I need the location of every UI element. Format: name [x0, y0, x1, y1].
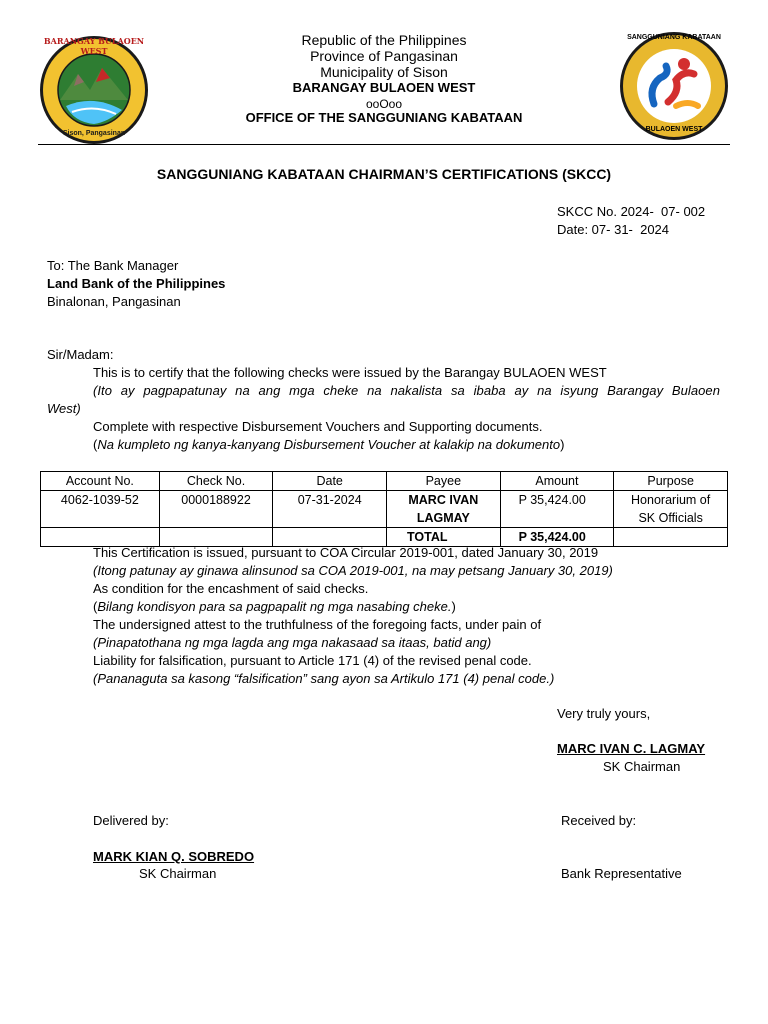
- document-date: Date: 07- 31- 2024: [557, 222, 670, 237]
- signatory-name: MARC IVAN C. LAGMAY: [557, 741, 706, 756]
- cert-line-2: As condition for the encashment of said checks.: [93, 581, 369, 596]
- header-divider-text: ooOoo: [365, 97, 403, 111]
- seal-bottom-text: Sison, Pangasinan: [62, 130, 126, 137]
- sk-seal-bottom-text: BULAOEN WEST: [645, 126, 703, 133]
- cert-line-4: Liability for falsification, pursuant to Article 171 (4) of the revised penal code.: [93, 653, 532, 668]
- cell-payee: [387, 491, 501, 528]
- cert-line-1: This Certification is issued, pursuant to COA Circular 2019-001, dated January 30, 2019: [93, 545, 599, 560]
- intro-paragraph: This is to certify that the following checks were issued by the Barangay BULAOEN WEST: [93, 365, 607, 380]
- delivered-by-label: Delivered by:: [93, 813, 169, 828]
- col-date: Date: [273, 472, 387, 491]
- col-payee: Payee: [387, 472, 501, 491]
- checks-table: [40, 471, 728, 547]
- col-amount: Amount: [500, 472, 614, 491]
- total-label: TOTAL: [387, 528, 501, 547]
- cell-date: 07-31-2024: [273, 491, 387, 528]
- cert-line-2-tagalog-text: Bilang kondisyon para sa pagpapalit ng mga nasabing cheke.: [97, 599, 452, 614]
- deliverer-title: SK Chairman: [139, 866, 217, 881]
- payee-first: MARC IVAN: [408, 493, 479, 507]
- paren-open: (: [93, 599, 98, 614]
- table-header-row: [41, 472, 728, 491]
- col-check-no: Check No.: [159, 472, 273, 491]
- addressee-location: Binalonan, Pangasinan: [47, 294, 181, 309]
- cert-line-4-tagalog: (Pananaguta sa kasong “falsification” sang ayon sa Artikulo 171 (4) penal code.): [93, 671, 555, 686]
- payee-last: LAGMAY: [416, 511, 470, 525]
- header-barangay: BARANGAY BULAOEN WEST: [292, 80, 476, 95]
- table-row: [41, 491, 728, 528]
- received-by-label: Received by:: [561, 813, 637, 828]
- header-republic: Republic of the Philippines: [301, 32, 467, 48]
- header-province: Province of Pangasinan: [310, 48, 458, 64]
- purpose-line-2: SK Officials: [638, 511, 703, 525]
- receiver-title: Bank Representative: [561, 866, 682, 881]
- signatory-title: SK Chairman: [603, 759, 681, 774]
- valediction: Very truly yours,: [557, 706, 651, 721]
- cert-line-2-tagalog: [93, 598, 456, 616]
- skcc-number: SKCC No. 2024- 07- 002: [557, 204, 706, 219]
- documents-tagalog-text: Na kumpleto ng kanya-kanyang Disbursement Voucher at kalakip na dokumento: [97, 437, 561, 452]
- salutation: Sir/Madam:: [47, 347, 114, 362]
- intro-paragraph-tagalog: (Ito ay pagpapatunay na ang mga cheke na nakalista sa ibaba ay na isyung Barangay Bulaoen: [93, 383, 720, 398]
- header-rule: [38, 144, 730, 145]
- paren-open: (: [93, 437, 98, 452]
- cert-line-3-tagalog: (Pinapatothana ng mga lagda ang mga nakasaad sa itaas, batid ang): [93, 635, 492, 650]
- col-account-no: Account No.: [41, 472, 160, 491]
- cell-amount: P 35,424.00: [500, 491, 614, 528]
- cell-purpose: [614, 491, 728, 528]
- addressee-bank: Land Bank of the Philippines: [47, 276, 226, 291]
- purpose-line-1: Honorarium of: [631, 493, 711, 507]
- header-municipality: Municipality of Sison: [320, 64, 448, 80]
- cell-account-no: 4062-1039-52: [41, 491, 160, 528]
- deliverer-name: MARK KIAN Q. SOBREDO: [93, 849, 255, 864]
- paren-close: ): [451, 599, 456, 614]
- paren-close: ): [560, 437, 565, 452]
- cell-check-no: 0000188922: [159, 491, 273, 528]
- cert-line-3: The undersigned attest to the truthfulness of the foregoing facts, under pain of: [93, 617, 542, 632]
- header-office: OFFICE OF THE SANGGUNIANG KABATAAN: [245, 110, 523, 125]
- cert-line-1-tagalog: (Itong patunay ay ginawa alinsunod sa COA 2019-001, na may petsang January 30, 2019): [93, 563, 613, 578]
- total-amount: P 35,424.00: [500, 528, 614, 547]
- document-title: SANGGUNIANG KABATAAN CHAIRMAN’S CERTIFICATIONS (SKCC): [156, 166, 612, 182]
- intro-paragraph-tagalog-cont: West): [47, 401, 81, 416]
- sk-seal-top-text: SANGGUNIANG KABATAAN: [627, 34, 721, 41]
- col-purpose: Purpose: [614, 472, 728, 491]
- seal-top-text: BARANGAY BULAOEN WEST: [43, 36, 145, 56]
- documents-paragraph-tagalog: [93, 436, 564, 454]
- documents-paragraph: Complete with respective Disbursement Vouchers and Supporting documents.: [93, 419, 543, 434]
- empty-cell: [614, 528, 728, 547]
- addressee-to: To: The Bank Manager: [47, 258, 179, 273]
